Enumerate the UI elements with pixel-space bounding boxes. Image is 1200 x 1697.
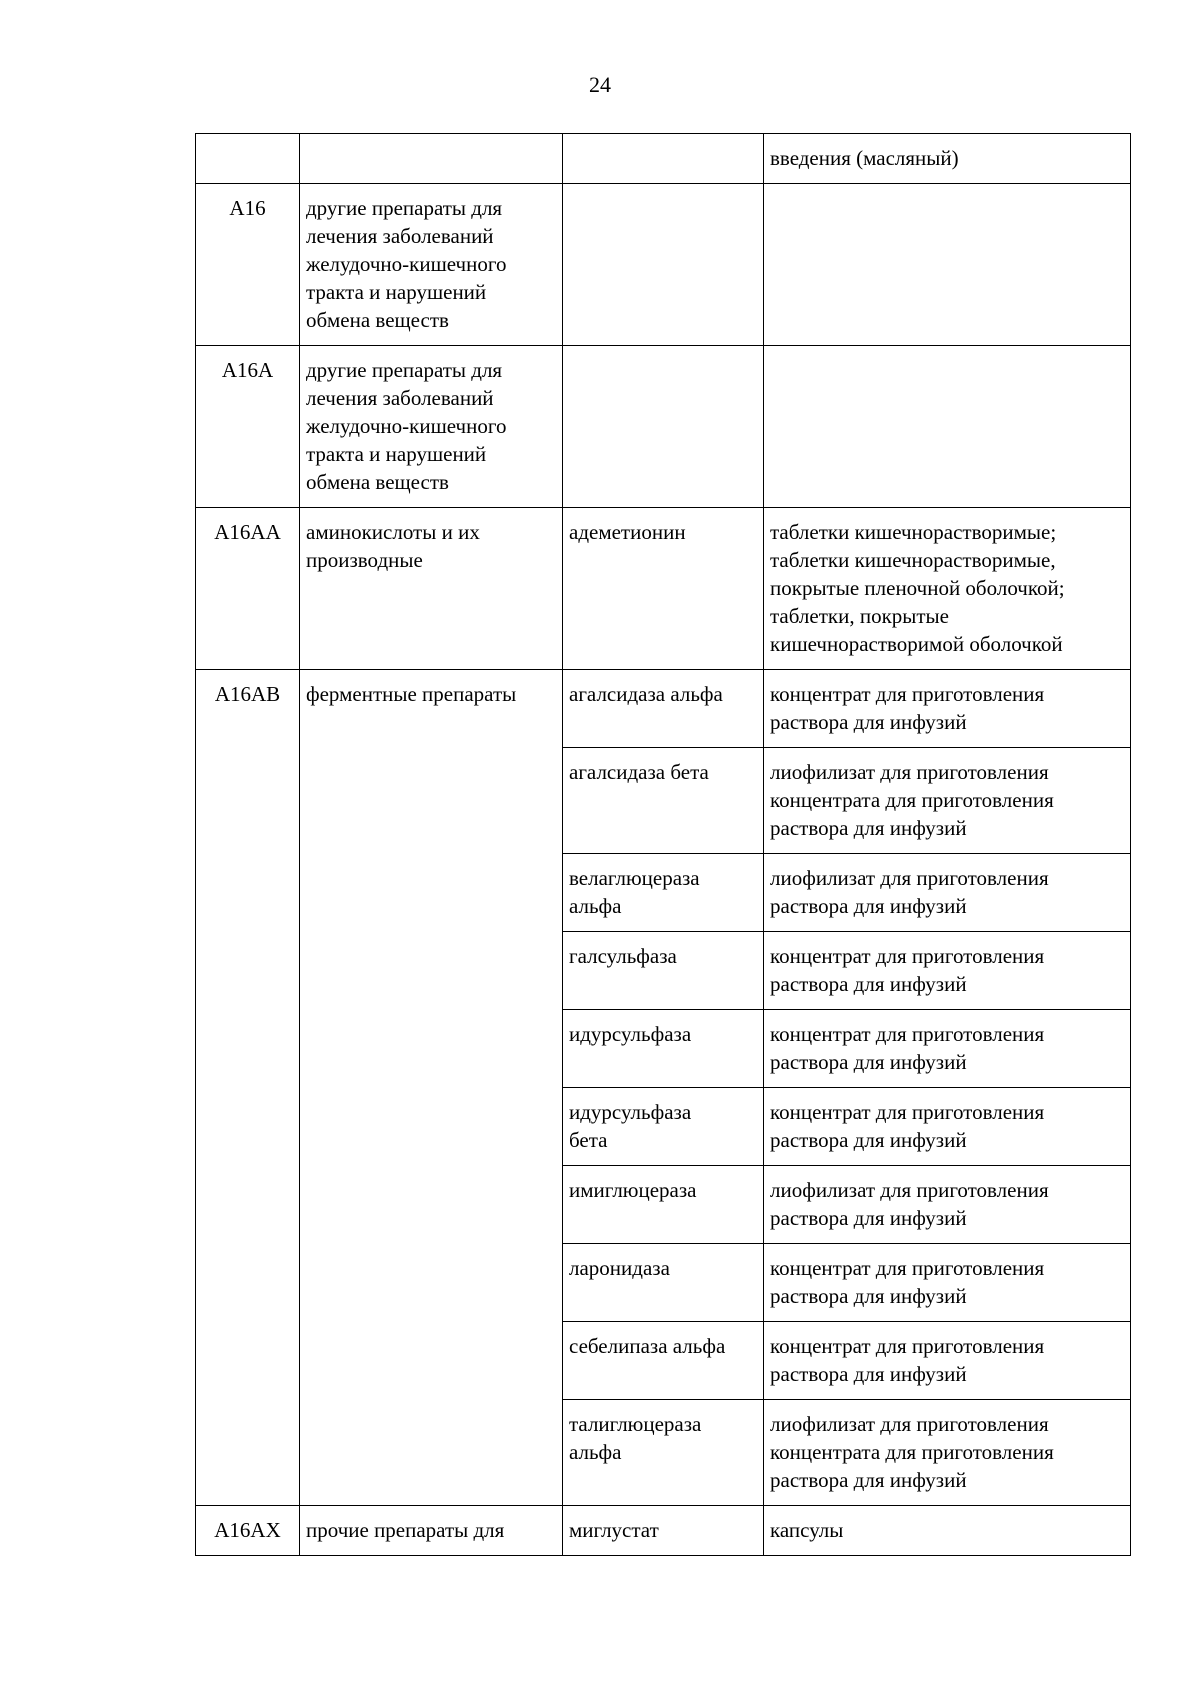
drug-cell: идурсульфаза — [563, 1010, 764, 1088]
atc-code-cell: A16AA — [196, 508, 300, 670]
table-row — [196, 184, 1131, 346]
dosage-form-cell: концентрат для приготовления раствора для инфузий — [764, 1244, 1131, 1322]
drug-cell: галсульфаза — [563, 932, 764, 1010]
atc-code-cell: A16AB — [196, 670, 300, 1506]
drug-cell: адеметионин — [563, 508, 764, 670]
drug-cell: себелипаза альфа — [563, 1322, 764, 1400]
atc-code-cell: A16 — [196, 184, 300, 346]
drug-table — [195, 133, 1131, 1556]
table-row — [196, 134, 1131, 184]
drug-cell — [563, 134, 764, 184]
drug-cell: миглустат — [563, 1506, 764, 1556]
dosage-form-cell: концентрат для приготовления раствора для инфузий — [764, 932, 1131, 1010]
dosage-form-cell — [764, 346, 1131, 508]
group-cell: другие препараты для лечения заболеваний желудочно-кишечного тракта и нарушений обмена веществ — [300, 184, 563, 346]
drug-cell: идурсульфаза бета — [563, 1088, 764, 1166]
drug-cell: агалсидаза бета — [563, 748, 764, 854]
drug-cell: велаглюцераза альфа — [563, 854, 764, 932]
dosage-form-cell: лиофилизат для приготовления концентрата для приготовления раствора для инфузий — [764, 1400, 1131, 1506]
dosage-form-cell: таблетки кишечнорастворимые; таблетки кишечнорастворимые, покрытые пленочной оболочкой; таблетки, покрытые кишечнорастворимой оболочкой — [764, 508, 1131, 670]
dosage-form-cell: лиофилизат для приготовления раствора для инфузий — [764, 854, 1131, 932]
drug-cell: талиглюцераза альфа — [563, 1400, 764, 1506]
group-cell: ферментные препараты — [300, 670, 563, 1506]
atc-code-cell: A16AX — [196, 1506, 300, 1556]
dosage-form-cell: концентрат для приготовления раствора для инфузий — [764, 670, 1131, 748]
drug-cell: агалсидаза альфа — [563, 670, 764, 748]
drug-cell — [563, 346, 764, 508]
dosage-form-cell: введения (масляный) — [764, 134, 1131, 184]
page-number: 24 — [589, 72, 611, 97]
group-cell: прочие препараты для — [300, 1506, 563, 1556]
dosage-form-cell — [764, 184, 1131, 346]
group-cell — [300, 134, 563, 184]
dosage-form-cell: концентрат для приготовления раствора для инфузий — [764, 1010, 1131, 1088]
dosage-form-cell: концентрат для приготовления раствора для инфузий — [764, 1322, 1131, 1400]
drug-cell — [563, 184, 764, 346]
atc-code-cell — [196, 134, 300, 184]
dosage-form-cell: капсулы — [764, 1506, 1131, 1556]
drug-cell: ларонидаза — [563, 1244, 764, 1322]
dosage-form-cell: лиофилизат для приготовления раствора для инфузий — [764, 1166, 1131, 1244]
dosage-form-cell: концентрат для приготовления раствора для инфузий — [764, 1088, 1131, 1166]
dosage-form-cell: лиофилизат для приготовления концентрата для приготовления раствора для инфузий — [764, 748, 1131, 854]
atc-code-cell: A16A — [196, 346, 300, 508]
table-row — [196, 670, 1131, 748]
group-cell: аминокислоты и их производные — [300, 508, 563, 670]
group-cell: другие препараты для лечения заболеваний желудочно-кишечного тракта и нарушений обмена веществ — [300, 346, 563, 508]
table-row — [196, 346, 1131, 508]
table-row — [196, 508, 1131, 670]
table-row — [196, 1506, 1131, 1556]
drug-cell: имиглюцераза — [563, 1166, 764, 1244]
